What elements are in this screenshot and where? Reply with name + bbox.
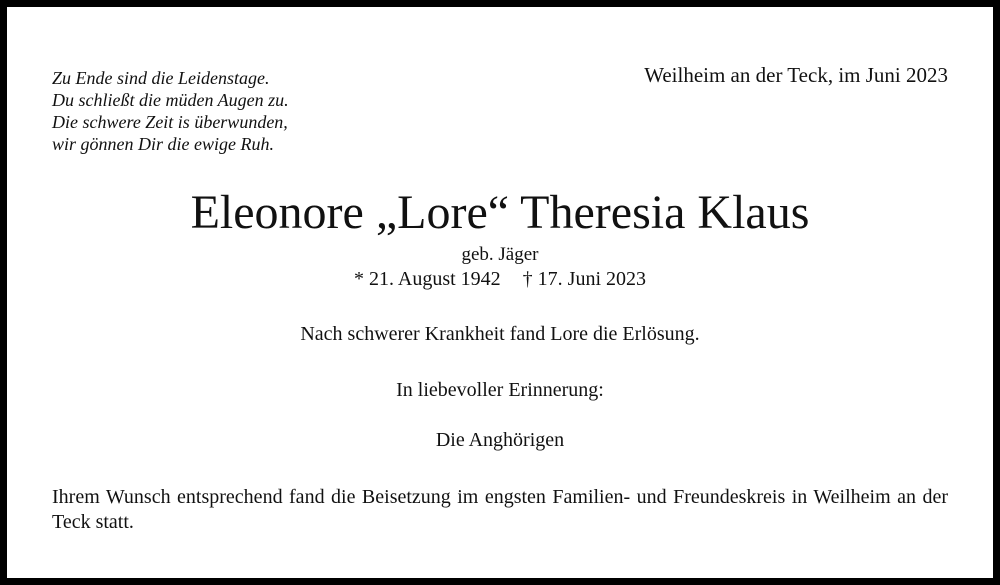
poem-line: Die schwere Zeit is überwunden, [52, 112, 288, 132]
remembrance-line: In liebevoller Erinnerung: [396, 379, 604, 401]
closing-text: Ihrem Wunsch entsprechend fand die Beisetzung im engsten Familien- und Freundeskreis in Weilheim an der Teck statt. [52, 486, 948, 533]
life-dates [7, 268, 993, 291]
signature: Die Anghörigen [435, 429, 565, 451]
place-and-date: Weilheim an der Teck, im Juni 2023 [644, 63, 948, 87]
poem-line: Du schließt die müden Augen zu. [52, 90, 289, 110]
death-date: † 17. Juni 2023 [522, 268, 647, 290]
poem-line: wir gönnen Dir die ewige Ruh. [52, 134, 274, 154]
deceased-name: Eleonore „Lore“ Theresia Klaus [190, 186, 810, 239]
poem-line: Zu Ende sind die Leidenstage. [52, 68, 270, 88]
poem [52, 67, 289, 155]
message: Nach schwerer Krankheit fand Lore die Erlösung. [300, 323, 700, 345]
birth-date: * 21. August 1942 [353, 268, 501, 290]
birth-name: geb. Jäger [461, 244, 539, 265]
